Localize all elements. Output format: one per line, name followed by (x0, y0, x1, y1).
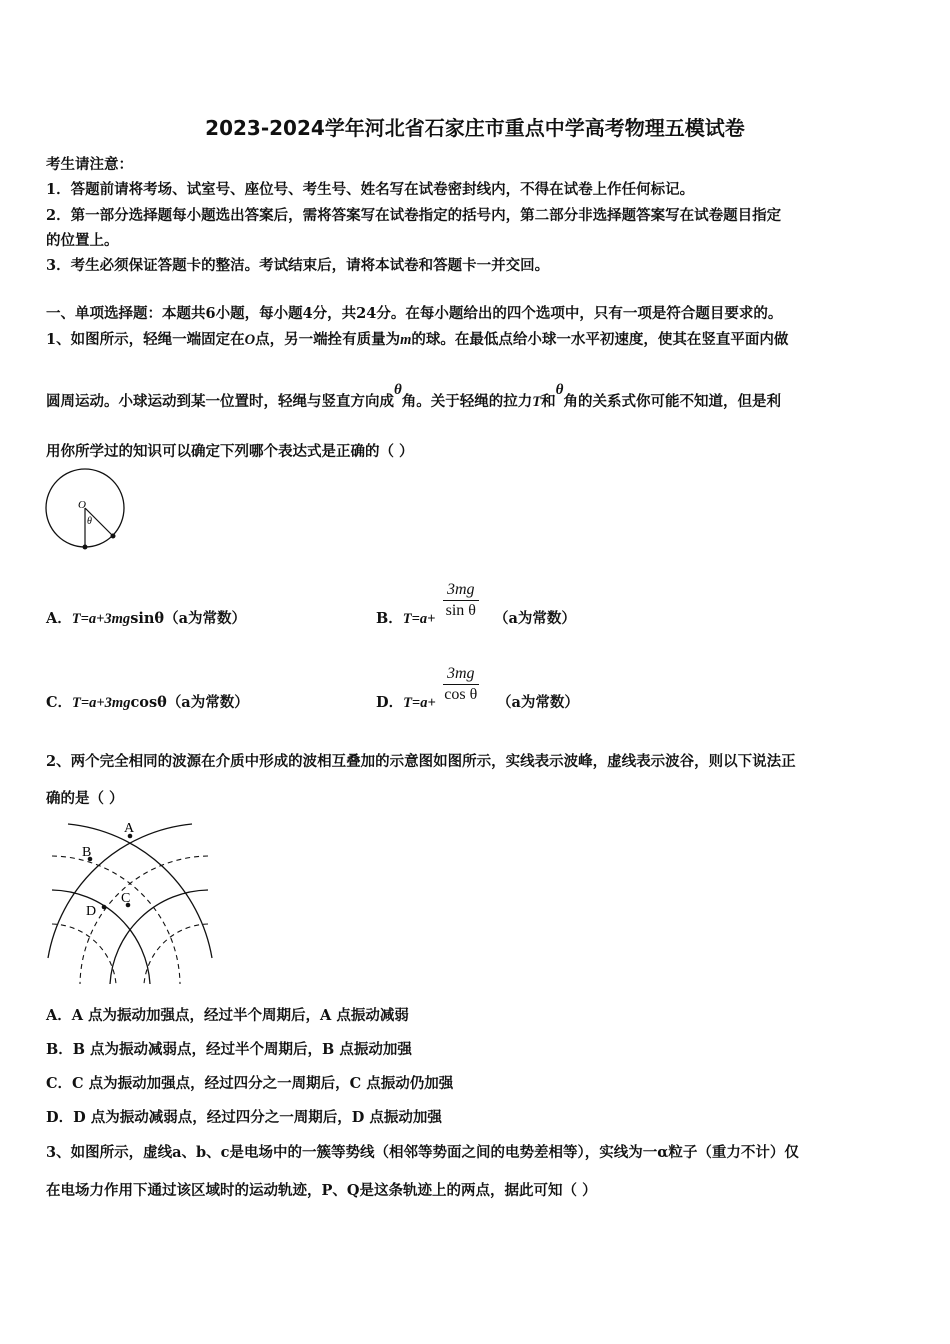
q1-line2: 圆周运动。小球运动到某一位置时，轻绳与竖直方向成θ角。关于轻绳的拉力T和θ角的关系式你可能不知道，但是利 (46, 382, 781, 410)
label-O: O (78, 499, 86, 511)
label-A: A (124, 821, 135, 836)
label-theta: θ (87, 516, 92, 527)
notice-heading: 考生请注意： (46, 156, 133, 173)
lowest-point (83, 545, 88, 550)
q1-line1: 1、如图所示，轻绳一端固定在O点，另一端拴有质量为m的球。在最低点给小球一水平初速度，使其在竖直平面内做 (46, 331, 789, 348)
q1-option-c[interactable]: C．T=a+3mgcosθ（a为常数） (46, 694, 249, 711)
notice-item-2-cont: 的位置上。 (46, 232, 119, 249)
right-trough-outer (80, 856, 208, 984)
q3-line2: 在电场力作用下通过该区域时的运动轨迹，P、Q是这条轨迹上的两点，据此可知（ ） (46, 1182, 597, 1199)
q1-circle-figure (40, 468, 135, 558)
ball (111, 534, 116, 539)
notice-item-1: 1．答题前请将考场、试室号、座位号、考生号、姓名写在试卷密封线内，不得在试卷上作任何标记。 (46, 181, 695, 198)
q2-option-c[interactable]: C．C 点为振动加强点，经过四分之一周期后，C 点振动仍加强 (46, 1075, 454, 1092)
q2-wave-figure (40, 812, 220, 987)
q1-line3: 用你所学过的知识可以确定下列哪个表达式是正确的（ ） (46, 443, 414, 460)
q2-option-b[interactable]: B．B 点为振动减弱点，经过半个周期后，B 点振动加强 (46, 1041, 412, 1058)
q2-line1: 2、两个完全相同的波源在介质中形成的波相互叠加的示意图如图所示，实线表示波峰，虚线表示波谷，则以下说法正 (46, 753, 796, 770)
notice-item-3: 3．考生必须保证答题卡的整洁。考试结束后，请将本试卷和答题卡一并交回。 (46, 257, 550, 274)
q3-line1: 3、如图所示，虚线a、b、c是电场中的一簇等势线（相邻等势面之间的电势差相等），实线为一α粒子（重力不计）仅 (46, 1144, 799, 1161)
page-title: 2023-2024学年河北省石家庄市重点中学高考物理五模试卷 (205, 116, 745, 140)
q1-option-b-note: （a为常数） (494, 610, 576, 627)
notice-item-2: 2．第一部分选择题每小题选出答案后，需将答案写在试卷指定的括号内，第二部分非选择题答案写在试卷题目指定 (46, 207, 782, 224)
right-crest-outer (48, 824, 192, 958)
q1-option-b-fraction: $\frac{3mg}{\text{sin θ}}$ (443, 581, 479, 620)
right-trough-inner (144, 924, 208, 984)
section-heading: 一、单项选择题：本题共6小题，每小题4分，共24分。在每小题给出的四个选项中，只有一项是符合题目要求的。 (46, 305, 783, 322)
left-trough-inner (52, 924, 116, 984)
q1-option-d[interactable]: D．T=a+ (376, 694, 436, 711)
q2-option-d[interactable]: D．D 点为振动减弱点，经过四分之一周期后，D 点振动加强 (46, 1109, 442, 1126)
label-D: D (86, 904, 97, 919)
q2-line2: 确的是（ ） (46, 790, 124, 807)
label-B: B (82, 845, 92, 860)
q1-option-d-note: （a为常数） (497, 694, 579, 711)
q2-option-a[interactable]: A．A 点为振动加强点，经过半个周期后，A 点振动减弱 (46, 1007, 409, 1024)
q1-option-a[interactable]: A．T=a+3mgsinθ（a为常数） (46, 610, 246, 627)
left-trough-outer (52, 856, 180, 984)
label-C: C (121, 891, 131, 906)
q1-option-b[interactable]: B．T=a+ (376, 610, 436, 627)
point-D (102, 905, 107, 910)
q1-option-d-fraction: $\frac{3mg}{\text{cos θ}}$ (444, 665, 478, 703)
